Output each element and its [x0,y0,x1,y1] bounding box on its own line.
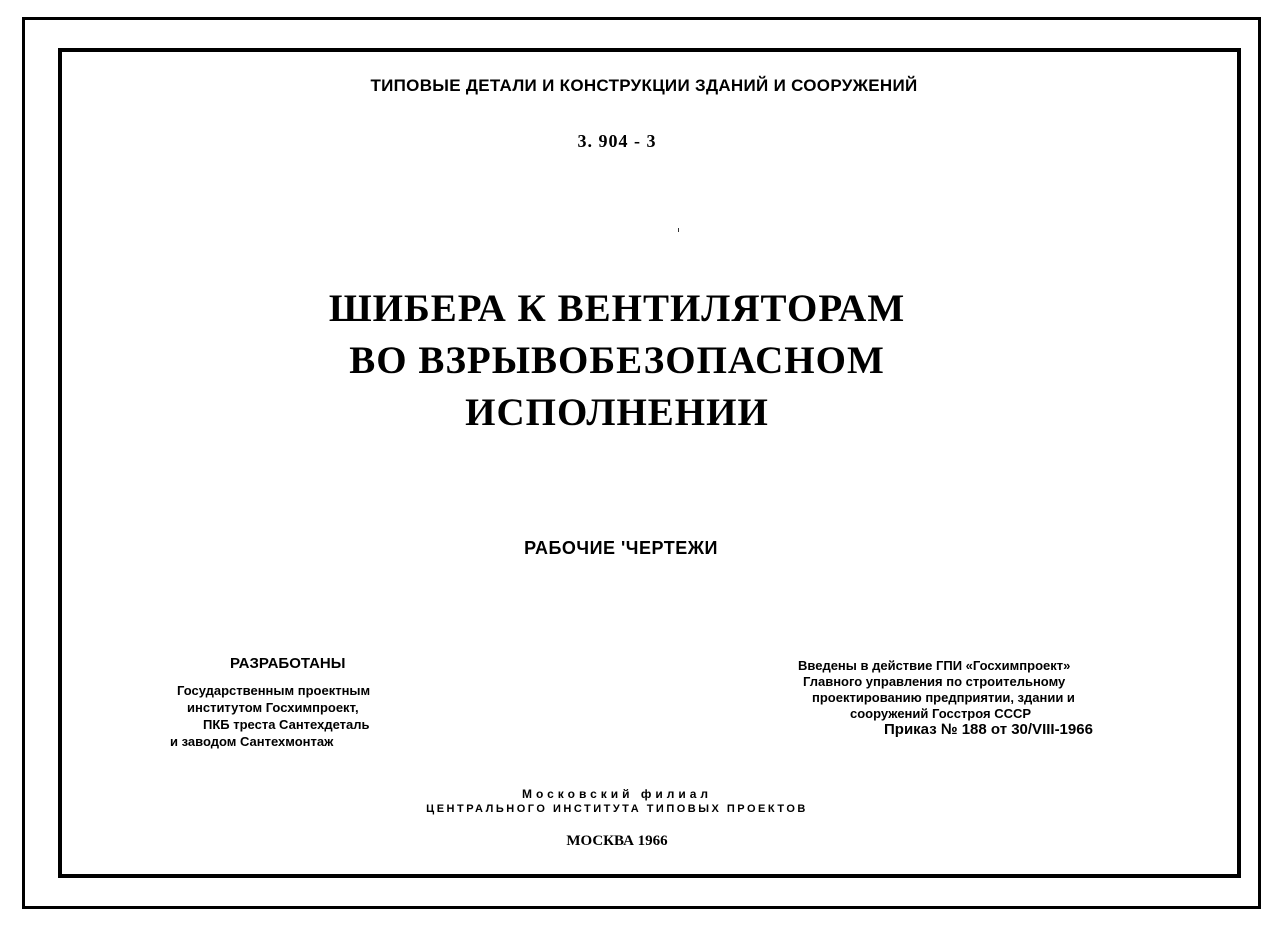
scan-speck [678,228,679,232]
publisher-line-2: ЦЕНТРАЛЬНОГО ИНСТИТУТА ТИПОВЫХ ПРОЕКТОВ [426,803,808,815]
introduced-line: Введены в действие ГПИ «Госхимпроект» [798,658,1071,673]
city-year: МОСКВА 1966 [566,833,668,849]
title-line-2: ВО ВЗРЫВОБЕЗОПАСНОМ [349,339,885,382]
series-title: ТИПОВЫЕ ДЕТАЛИ И КОНСТРУКЦИИ ЗДАНИЙ И СООРУЖЕНИЙ [370,76,918,95]
title-line-3: ИСПОЛНЕНИИ [465,391,769,434]
developed-line: ПКБ треста Сантехдеталь [203,717,370,732]
developed-by-block [160,655,460,750]
document-title [0,283,1234,439]
introduced-block [780,658,1160,738]
publisher-block [0,787,1234,817]
document-code: 3. 904 - 3 [577,131,657,151]
title-line-1: ШИБЕРА К ВЕНТИЛЯТОРАМ [328,287,906,330]
document-subtitle: РАБОЧИЕ 'ЧЕРТЕЖИ [524,538,718,558]
developed-line: институтом Госхимпроект, [187,700,359,715]
introduced-line: проектированию предприятии, здании и [812,690,1075,705]
order-line: Приказ № 188 от 30/VIII-1966 [884,721,1093,738]
developed-line: и заводом Сантехмонтаж [170,734,334,749]
inner-frame [58,48,1241,878]
developed-heading: РАЗРАБОТАНЫ [230,655,346,672]
publisher-line-1: Московский филиал [521,787,713,801]
introduced-line: Главного управления по строительному [803,674,1066,689]
developed-line: Государственным проектным [177,683,371,698]
introduced-line: сооружений Госстроя СССР [850,706,1032,721]
